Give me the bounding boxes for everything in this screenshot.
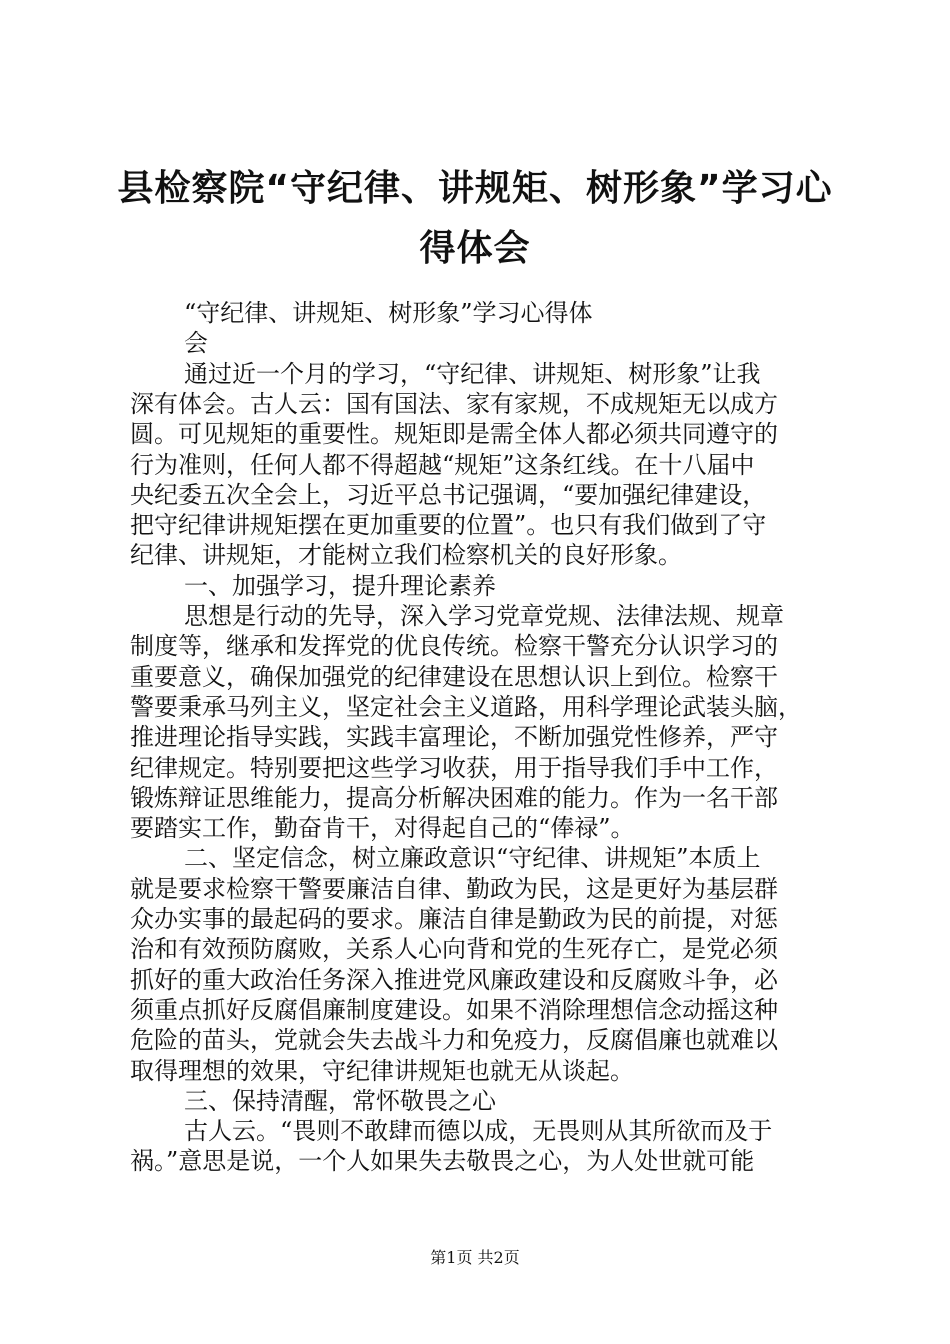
paragraph-line: 纪律、讲规矩，才能树立我们检察机关的良好形象。	[130, 541, 682, 569]
paragraph-line: 要踏实工作，勤奋肯干，对得起自己的“俸禄”。	[130, 814, 635, 842]
section-heading: 三、保持清醒，常怀敬畏之心	[184, 1087, 496, 1115]
subtitle-line: 会	[184, 329, 208, 357]
paragraph-line: 央纪委五次全会上，习近平总书记强调，“要加强纪律建设，	[130, 481, 767, 509]
section-heading: 一、加强学习，提升理论素养	[184, 572, 496, 600]
paragraph-line: 祸。”意思是说，一个人如果失去敬畏之心，为人处世就可能	[130, 1147, 755, 1175]
paragraph-line: 推进理论指导实践，实践丰富理论，不断加强党性修养，严守	[130, 723, 778, 751]
paragraph-line: 取得理想的效果，守纪律讲规矩也就无从谈起。	[130, 1057, 634, 1085]
paragraph-line: 纪律规定。特别要把这些学习收获，用于指导我们手中工作，	[130, 754, 778, 782]
paragraph-line: 深有体会。古人云：国有国法、家有家规，不成规矩无以成方	[130, 390, 778, 418]
paragraph-line: 思想是行动的先导，深入学习党章党规、法律法规、规章	[184, 602, 784, 630]
page-footer: 第1页 共2页	[430, 1248, 520, 1267]
paragraph-line: 行为准则，任何人都不得超越“规矩”这条红线。在十八届中	[130, 451, 755, 479]
paragraph-line: 重要意义，确保加强党的纪律建设在思想认识上到位。检察干	[130, 663, 778, 691]
paragraph-line: 众办实事的最起码的要求。廉洁自律是勤政为民的前提，对惩	[130, 905, 778, 933]
paragraph-line: 抓好的重大政治任务深入推进党风廉政建设和反腐败斗争，必	[130, 966, 778, 994]
paragraph-line: 治和有效预防腐败，关系人心向背和党的生死存亡，是党必须	[130, 935, 778, 963]
paragraph-line: 通过近一个月的学习，“守纪律、讲规矩、树形象”让我	[184, 360, 761, 388]
paragraph-line: 就是要求检察干警要廉洁自律、勤政为民，这是更好为基层群	[130, 875, 778, 903]
paragraph-line: 锻炼辩证思维能力，提高分析解决困难的能力。作为一名干部	[130, 784, 778, 812]
document-title-line-1: 县检察院“守纪律、讲规矩、树形象”学习心	[117, 168, 833, 209]
paragraph-line: 古人云。“畏则不敢肆而德以成，无畏则从其所欲而及于	[184, 1117, 773, 1145]
paragraph-line: 圆。可见规矩的重要性。规矩即是需全体人都必须共同遵守的	[130, 420, 778, 448]
paragraph-line: 危险的苗头，党就会失去战斗力和免疫力，反腐倡廉也就难以	[130, 1026, 778, 1054]
section-heading: 二、坚定信念，树立廉政意识“守纪律、讲规矩”本质上	[184, 844, 761, 872]
paragraph-line: 把守纪律讲规矩摆在更加重要的位置”。也只有我们做到了守	[130, 511, 767, 539]
document-title-line-2: 得体会	[419, 228, 531, 269]
paragraph-line: 警要秉承马列主义，坚定社会主义道路，用科学理论武装头脑，	[130, 693, 802, 721]
paragraph-line: 须重点抓好反腐倡廉制度建设。如果不消除理想信念动摇这种	[130, 996, 778, 1024]
paragraph-line: 制度等，继承和发挥党的优良传统。检察干警充分认识学习的	[130, 632, 778, 660]
subtitle-line: “守纪律、讲规矩、树形象”学习心得体	[184, 299, 593, 327]
